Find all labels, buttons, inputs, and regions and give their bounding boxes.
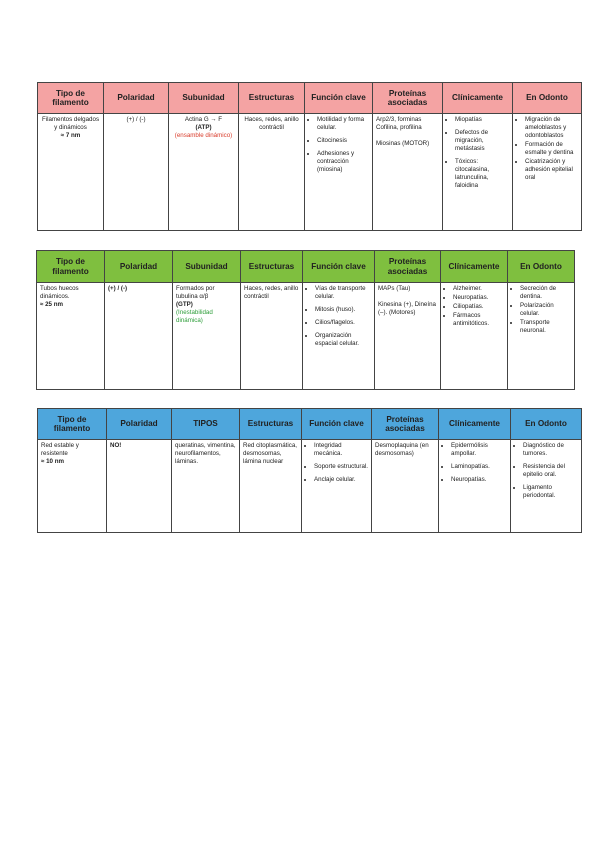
size-text: ≈ 10 nm bbox=[41, 458, 64, 466]
tipo-text: Red estable y resistente bbox=[41, 442, 79, 458]
subunidad-note: (Inestabilidad dinámica) bbox=[176, 309, 213, 325]
list-item: • Cilios/flagelos. bbox=[315, 319, 371, 327]
header-tipo: Tipo de filamento bbox=[38, 83, 104, 114]
cell-proteinas bbox=[373, 114, 443, 231]
list-item: • Ciliopatías. bbox=[453, 303, 504, 311]
cell-tipo bbox=[38, 440, 107, 533]
cell-clinica bbox=[439, 440, 511, 533]
cell-clinica bbox=[443, 114, 513, 231]
cell-tipo bbox=[38, 114, 104, 231]
header-polaridad: Polaridad bbox=[107, 409, 172, 440]
list-item: • Adhesiones y contracción (miosina) bbox=[317, 150, 369, 174]
proteinas-text: Arp2/3, forminas Cofilina, profilina bbox=[376, 116, 422, 132]
header-odonto: En Odonto bbox=[513, 83, 582, 114]
cell-estructuras: Haces, redes, anillo contráctil bbox=[241, 283, 303, 390]
header-estructuras: Estructuras bbox=[241, 251, 303, 283]
header-proteinas: Proteínas asociadas bbox=[375, 251, 441, 283]
list-item: • Epidermólisis ampollar. bbox=[451, 442, 507, 458]
list-item: • Ligamento periodontal. bbox=[523, 484, 578, 500]
cell-polaridad: NO! bbox=[107, 440, 172, 533]
subunidad-nucleotide: (GTP) bbox=[176, 301, 193, 309]
list-item: • Motilidad y forma celular. bbox=[317, 116, 369, 132]
cell-odonto bbox=[513, 114, 582, 231]
size-text: ≈ 25 nm bbox=[40, 301, 63, 309]
header-clinica: Clínicamente bbox=[443, 83, 513, 114]
list-item: • Soporte estructural. bbox=[314, 463, 368, 471]
tipo-text: Tubos huecos dinámicos. bbox=[40, 285, 79, 301]
header-clinica: Clínicamente bbox=[441, 251, 508, 283]
list-item: • Neuropatías. bbox=[451, 476, 507, 484]
header-estructuras: Estructuras bbox=[239, 83, 305, 114]
header-polaridad: Polaridad bbox=[105, 251, 173, 283]
cell-subunidad bbox=[173, 283, 241, 390]
cell-tipos: queratinas, vimentina, neurofilamentos, láminas. bbox=[172, 440, 240, 533]
cell-proteinas: Desmoplaquina (en desmosomas) bbox=[372, 440, 439, 533]
list-item: • Cicatrización y adhesión epitelial oral bbox=[525, 158, 578, 182]
cell-polaridad: (+) / (-) bbox=[105, 283, 173, 390]
list-item: • Transporte neuronal. bbox=[520, 319, 571, 335]
list-item: • Secreción de dentina. bbox=[520, 285, 571, 301]
microtubule-table bbox=[36, 250, 575, 390]
header-estructuras: Estructuras bbox=[240, 409, 302, 440]
cell-estructuras: Haces, redes, anillo contráctil bbox=[239, 114, 305, 231]
subunidad-text: Formados por tubulina α/β bbox=[176, 285, 215, 301]
cell-subunidad bbox=[169, 114, 239, 231]
header-tipo: Tipo de filamento bbox=[38, 409, 107, 440]
header-funcion: Función clave bbox=[305, 83, 373, 114]
proteinas-text: MAPs (Tau) bbox=[378, 285, 411, 292]
size-text: ≈ 7 nm bbox=[60, 132, 81, 140]
header-tipos: TIPOS bbox=[172, 409, 240, 440]
subunidad-nucleotide: (ATP) bbox=[195, 124, 212, 132]
proteinas-text: Miosinas (MOTOR) bbox=[376, 140, 430, 148]
list-item: • Laminopatías. bbox=[451, 463, 507, 471]
header-polaridad: Polaridad bbox=[104, 83, 169, 114]
header-subunidad: Subunidad bbox=[173, 251, 241, 283]
cell-odonto bbox=[511, 440, 582, 533]
list-item: • Formación de esmalte y dentina bbox=[525, 141, 578, 157]
list-item: • Anclaje celular. bbox=[314, 476, 368, 484]
cell-proteinas bbox=[375, 283, 441, 390]
list-item: • Integridad mecánica. bbox=[314, 442, 368, 458]
cell-funcion bbox=[303, 283, 375, 390]
list-item: • Tóxicos: citocalasina, latrunculina, faloidina bbox=[455, 158, 509, 190]
header-proteinas: Proteínas asociadas bbox=[373, 83, 443, 114]
tipo-text: Filamentos delgados y dinámicos bbox=[41, 116, 100, 132]
list-item: • Migración de ameloblastos y odontoblastos bbox=[525, 116, 578, 140]
list-item: • Mitosis (huso). bbox=[315, 306, 371, 314]
subunidad-note: (ensamble dinámico) bbox=[174, 132, 233, 140]
list-item: • Neuropatías. bbox=[453, 294, 504, 302]
cell-funcion bbox=[302, 440, 372, 533]
list-item: • Citocinesis bbox=[317, 137, 369, 145]
cell-estructuras: Red citoplasmática, desmosomas, lámina nuclear bbox=[240, 440, 302, 533]
list-item: • Vías de transporte celular. bbox=[315, 285, 371, 301]
list-item: • Alzheimer. bbox=[453, 285, 504, 293]
list-item: • Defectos de migración, metástasis bbox=[455, 129, 509, 153]
subunidad-text: Actina G → F bbox=[184, 116, 223, 123]
cell-funcion bbox=[305, 114, 373, 231]
header-clinica: Clínicamente bbox=[439, 409, 511, 440]
list-item: • Diagnóstico de tumores. bbox=[523, 442, 578, 458]
header-tipo: Tipo de filamento bbox=[37, 251, 105, 283]
list-item: • Miopatías bbox=[455, 116, 509, 124]
cell-tipo bbox=[37, 283, 105, 390]
list-item: • Resistencia del epitelio oral. bbox=[523, 463, 578, 479]
header-subunidad: Subunidad bbox=[169, 83, 239, 114]
header-proteinas: Proteínas asociadas bbox=[372, 409, 439, 440]
header-odonto: En Odonto bbox=[511, 409, 582, 440]
header-funcion: Función clave bbox=[302, 409, 372, 440]
cell-clinica bbox=[441, 283, 508, 390]
cell-odonto bbox=[508, 283, 575, 390]
intermediate-filament-table bbox=[37, 408, 582, 533]
proteinas-text: Kinesina (+), Dineína (–). (Motores) bbox=[378, 301, 436, 317]
cell-polaridad: (+) / (-) bbox=[104, 114, 169, 231]
list-item: • Fármacos antimitóticos. bbox=[453, 312, 504, 328]
list-item: • Polarización celular. bbox=[520, 302, 571, 318]
actin-table bbox=[37, 82, 582, 231]
header-funcion: Función clave bbox=[303, 251, 375, 283]
list-item: • Organización espacial celular. bbox=[315, 332, 371, 348]
header-odonto: En Odonto bbox=[508, 251, 575, 283]
